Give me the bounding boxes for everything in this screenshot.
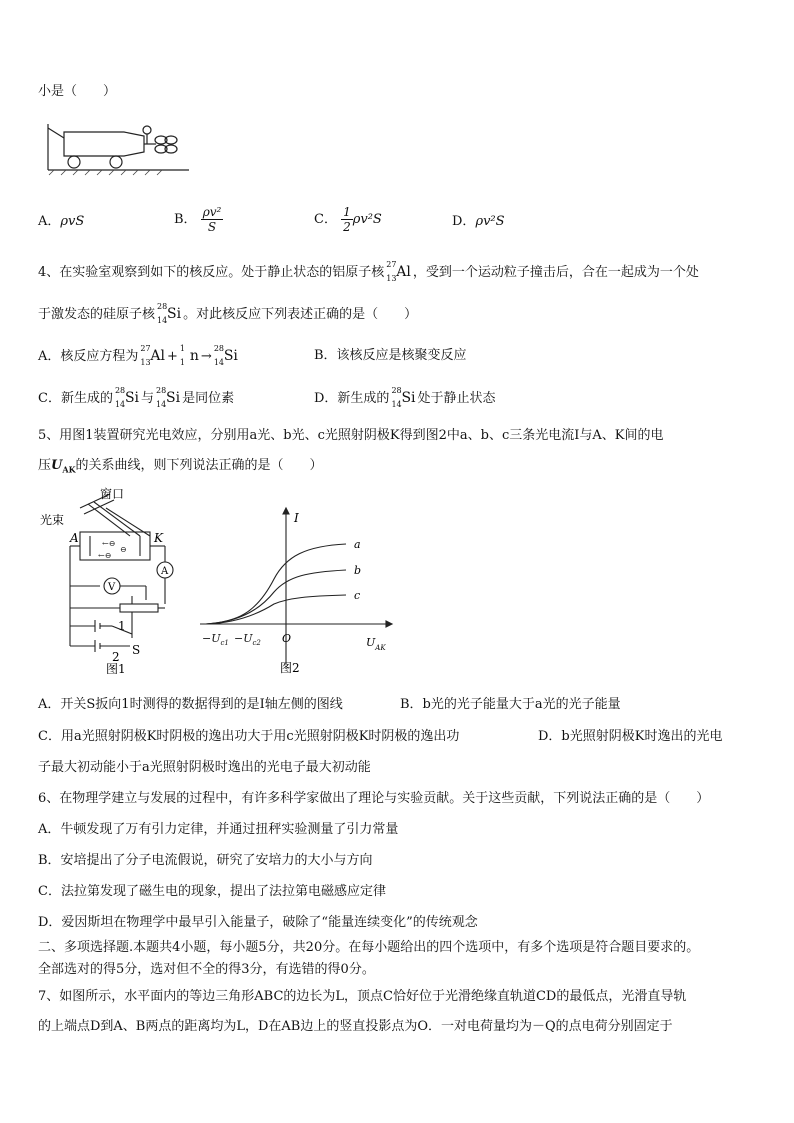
q5-option-b[interactable]: B．b光的光子能量大于a光的光子能量 (400, 697, 621, 712)
svg-text:−Uc2: $-U_{c2}$ (234, 632, 261, 647)
iv-curves-figure (196, 504, 396, 676)
cart-fan-figure (44, 118, 194, 176)
fig1-switch-2: 2 (112, 650, 120, 664)
al-nucleus: 27 13 Al (386, 260, 411, 283)
svg-text:←⊖: ←⊖ (102, 539, 116, 548)
q4-stem-line1: 4、在实验室观察到如下的核反应。处于静止状态的铝原子核 27 13 Al ，受到一个运动粒子撞击后，合在一起成为一个处 (38, 260, 699, 283)
q7-stem-line2: 的上端点D到A、B两点的距离均为L，D在AB边上的竖直投影点为O．一对电荷量均为－Q的点电荷分别固定于 (38, 1019, 673, 1034)
q4-option-d[interactable]: D．新生成的 28 14 Si 处于静止状态 (314, 386, 496, 409)
fig1-k-label: K (154, 531, 163, 545)
q5-option-a[interactable]: A．开关S扳向1时测得的数据得到的是I轴左侧的图线 (38, 697, 343, 712)
svg-text:←⊖: ←⊖ (98, 551, 112, 560)
q4-option-a[interactable]: A．核反应方程为 27 13 Al + 1 1 n → 28 14 Si (38, 344, 238, 367)
fig1-voltmeter-label: V (108, 582, 116, 593)
q6-stem: 6、在物理学建立与发展的过程中，有许多科学家做出了理论与实验贡献。关于这些贡献，下列说法正确的是（ ） (38, 791, 710, 806)
svg-text:−Uc1: $-U_{c1}$ (202, 632, 229, 647)
fig1-window-label: 窗口 (100, 487, 125, 501)
q5-stem-line2: 压$U_{AK}$的关系曲线，则下列说法正确的是（ ） (38, 458, 323, 475)
q4-stem-line2: 于激发态的硅原子核 28 14 Si 。对此核反应下列表述正确的是（ ） (38, 302, 418, 325)
fig1-switch-1: 1 (118, 619, 126, 633)
section2-heading-line1: 二、多项选择题.本题共4小题，每小题5分，共20分。在每小题给出的四个选项中，有多个选项是符合题目要求的。 (38, 940, 700, 955)
q6-option-a[interactable]: A．牛顿发现了万有引力定律，并通过扭秤实验测量了引力常量 (38, 822, 399, 837)
q3-option-b[interactable]: B． $\frac{\text{ρv²}}{S}$ (174, 205, 222, 234)
q3-option-c[interactable]: C． $\frac{1}{2}$ ρv²S (314, 205, 382, 234)
q4-option-b[interactable]: B．该核反应是核聚变反应 (314, 348, 467, 363)
fig1-a-label: A (70, 531, 79, 545)
fig2-curve-c: c (354, 589, 361, 602)
q5-stem-line1: 5、用图1装置研究光电效应，分别用a光、b光、c光照射阴极K得到图2中a、b、c三条光电流I与A、K间的电 (38, 428, 664, 443)
q5-option-c[interactable]: C．用a光照射阴极K时阴极的逸出功大于用c光照射阴极K时阴极的逸出功 (38, 729, 460, 744)
section2-heading-line2: 全部选对的得5分，选对但不全的得3分，有选错的得0分。 (38, 962, 375, 977)
fig2-caption: 图2 (280, 661, 300, 675)
photoelectric-circuit-figure (40, 486, 190, 674)
fig2-tick-uc1: −U (202, 632, 221, 645)
q6-option-d[interactable]: D．爱因斯坦在物理学中最早引入能量子，破除了“能量连续变化”的传统观念 (38, 915, 478, 930)
svg-text:UAK: $U_{AK}$ (366, 636, 386, 652)
q6-option-c[interactable]: C．法拉第发现了磁生电的现象，提出了法拉第电磁感应定律 (38, 884, 386, 899)
fig2-curve-b: b (354, 564, 362, 577)
fig2-y-label: I (294, 511, 299, 525)
q5-option-d-line2[interactable]: 子最大初动能小于a光照射阴极时逸出的光电子最大初动能 (38, 760, 371, 775)
fig2-origin: O (282, 632, 292, 645)
q3-option-a[interactable]: A．ρvS (38, 214, 85, 229)
si-nucleus: 28 14 Si (157, 302, 182, 325)
q3-option-d[interactable]: D．ρv²S (452, 214, 505, 229)
fig2-curve-a: a (354, 538, 361, 551)
q6-option-b[interactable]: B．安培提出了分子电流假说，研究了安培力的大小与方向 (38, 853, 373, 868)
fig1-switch-s: S (132, 643, 141, 657)
q3-stem-tail: 小是（ ） (38, 84, 117, 99)
svg-text:⊖: ⊖ (120, 545, 127, 554)
fig1-beam-label: 光束 (40, 513, 65, 527)
fig1-ammeter-label: A (161, 566, 169, 577)
fig1-caption: 图1 (106, 662, 126, 674)
fig2-x-label: U (366, 636, 376, 649)
q7-stem-line1: 7、如图所示，水平面内的等边三角形ABC的边长为L，顶点C恰好位于光滑绝缘直轨道CD的最低点，光滑直导轨 (38, 989, 687, 1004)
fig2-tick-uc2: −U (234, 632, 253, 645)
q5-option-d-line1[interactable]: D．b光照射阴极K时逸出的光电 (538, 729, 723, 744)
q4-option-c[interactable]: C．新生成的 28 14 Si 与 28 14 Si 是同位素 (38, 386, 235, 409)
